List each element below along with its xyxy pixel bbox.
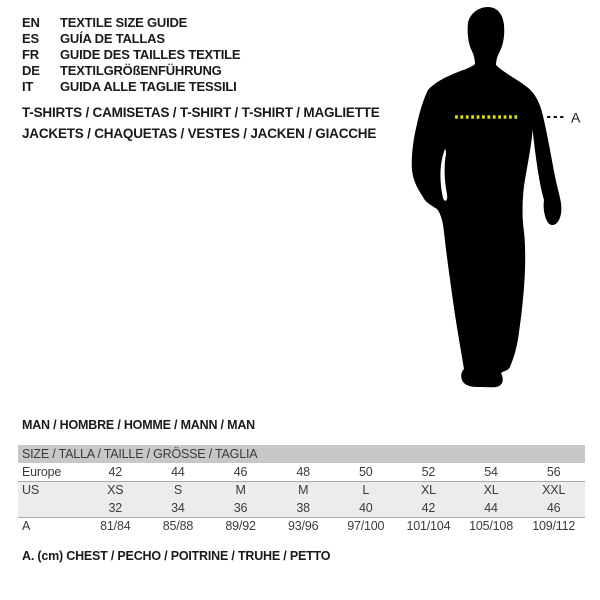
table-cell: 56 bbox=[546, 464, 561, 479]
language-code: DE bbox=[22, 63, 40, 78]
table-cell: 44 bbox=[171, 464, 185, 479]
table-cell: 105/108 bbox=[469, 519, 513, 534]
row-label: Europe bbox=[22, 464, 62, 479]
measurement-footnote: A. (cm) CHEST / PECHO / POITRINE / TRUHE / PETTO bbox=[22, 549, 331, 563]
language-row-it bbox=[22, 79, 240, 95]
category-jackets: JACKETS / CHAQUETAS / VESTES / JACKEN / GIACCHE bbox=[22, 126, 377, 141]
language-code: FR bbox=[22, 47, 39, 62]
table-cell: 42 bbox=[108, 464, 123, 479]
table-cell: 52 bbox=[421, 464, 436, 479]
language-row-de bbox=[22, 63, 240, 79]
table-cell: L bbox=[362, 483, 370, 498]
table-cell: 89/92 bbox=[225, 519, 256, 534]
language-code: EN bbox=[22, 15, 40, 30]
table-cell: 32 bbox=[108, 500, 123, 515]
language-code: ES bbox=[22, 31, 39, 46]
measure-label-a: A bbox=[571, 109, 581, 126]
table-cell: XXL bbox=[542, 483, 566, 498]
language-list bbox=[22, 15, 240, 95]
language-label: TEXTILGRÖßENFÜHRUNG bbox=[60, 63, 222, 78]
language-row-en bbox=[22, 15, 240, 31]
table-cell: XL bbox=[420, 483, 436, 498]
table-cell: 34 bbox=[171, 500, 185, 515]
language-label: GUIDA ALLE TAGLIE TESSILI bbox=[60, 79, 237, 94]
category-list bbox=[22, 102, 380, 144]
size-table-header-row bbox=[18, 445, 585, 463]
table-row-us-letters bbox=[18, 481, 585, 499]
section-title: MAN / HOMBRE / HOMME / MANN / MAN bbox=[22, 418, 255, 432]
table-cell: M bbox=[235, 483, 246, 498]
table-cell: 81/84 bbox=[100, 519, 131, 534]
language-label: GUÍA DE TALLAS bbox=[60, 31, 165, 46]
table-cell: 46 bbox=[546, 500, 561, 515]
table-cell: 54 bbox=[484, 464, 498, 479]
row-label: US bbox=[22, 483, 39, 498]
size-table-header: SIZE / TALLA / TAILLE / GRÖSSE / TAGLIA bbox=[22, 447, 258, 461]
table-cell: 42 bbox=[421, 500, 436, 515]
table-cell: 93/96 bbox=[288, 519, 319, 534]
table-row-us-numbers bbox=[18, 499, 585, 517]
table-cell: 97/100 bbox=[347, 519, 385, 534]
table-cell: 48 bbox=[296, 464, 310, 479]
table-row-chest bbox=[18, 517, 585, 535]
row-label bbox=[18, 499, 84, 517]
language-row-es bbox=[22, 31, 240, 47]
table-cell: 109/112 bbox=[532, 519, 576, 534]
table-cell: XL bbox=[483, 483, 499, 498]
man-figure bbox=[400, 0, 600, 400]
language-label: GUIDE DES TAILLES TEXTILE bbox=[60, 47, 241, 62]
table-cell: 46 bbox=[233, 464, 248, 479]
table-cell: M bbox=[298, 483, 309, 498]
category-tshirts: T-SHIRTS / CAMISETAS / T-SHIRT / T-SHIRT / MAGLIETTE bbox=[22, 105, 380, 120]
table-cell: 36 bbox=[233, 500, 248, 515]
size-table bbox=[18, 445, 585, 535]
language-label: TEXTILE SIZE GUIDE bbox=[60, 15, 188, 30]
man-silhouette bbox=[412, 7, 534, 387]
man-right-arm bbox=[526, 87, 561, 225]
table-cell: 44 bbox=[484, 500, 498, 515]
table-cell: XS bbox=[107, 483, 124, 498]
table-cell: 40 bbox=[359, 500, 373, 515]
table-cell: 50 bbox=[359, 464, 373, 479]
language-row-fr bbox=[22, 47, 240, 63]
language-code: IT bbox=[22, 79, 34, 94]
table-cell: S bbox=[173, 483, 182, 498]
row-label: A bbox=[22, 519, 31, 534]
table-row-europe bbox=[18, 463, 585, 481]
table-cell: 38 bbox=[296, 500, 310, 515]
table-cell: 101/104 bbox=[406, 519, 451, 534]
table-cell: 85/88 bbox=[162, 519, 194, 534]
